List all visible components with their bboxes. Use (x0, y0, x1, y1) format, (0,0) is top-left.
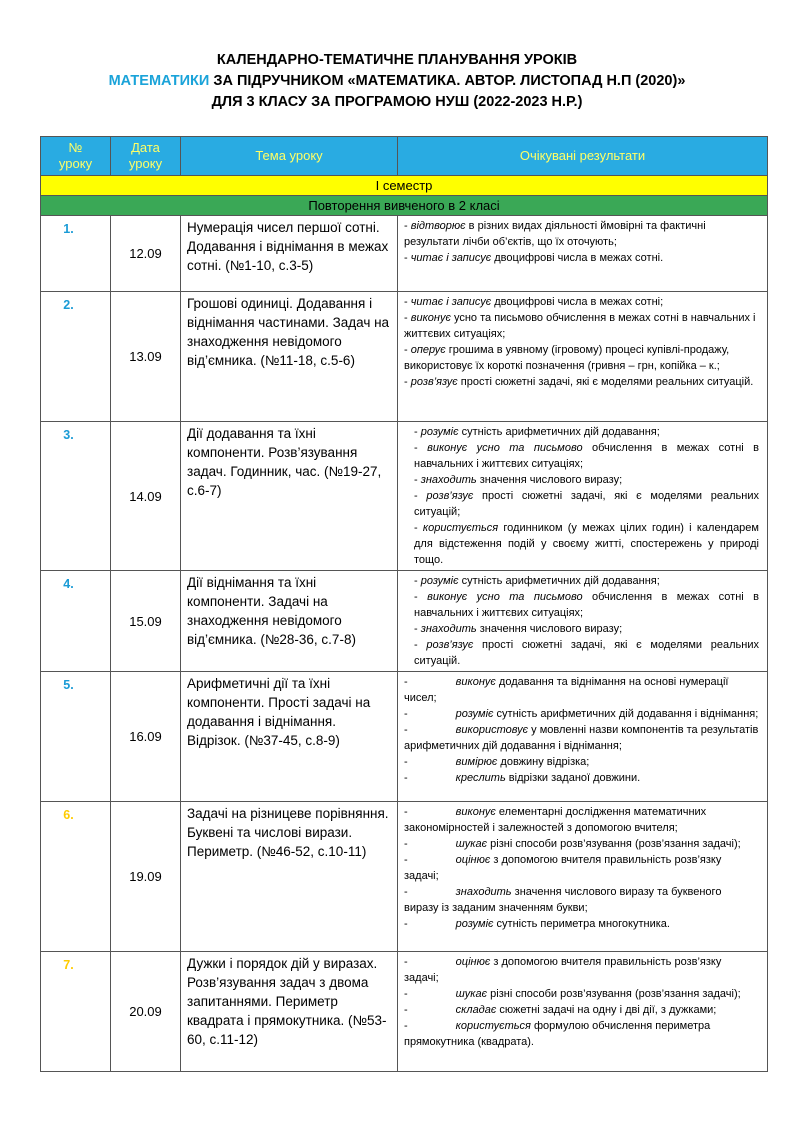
result-verb: використовує (455, 724, 529, 736)
result-verb: оцінює (455, 854, 491, 866)
result-item: - розв’язує прості сюжетні задачі, які є моделями реальних ситуацій. (404, 376, 754, 388)
result-verb: розв’язує (426, 639, 474, 651)
expected-results (398, 571, 768, 672)
semester-label: І семестр (41, 176, 768, 196)
result-verb: розуміє (455, 708, 494, 720)
result-verb: читає і записує (410, 252, 492, 264)
result-verb: виконує усно та письмово (427, 442, 583, 454)
result-item: - розуміє сутність периметра многокутника. (404, 918, 670, 930)
result-item: - виконує додавання та віднімання на основі нумерації чисел; (404, 676, 729, 704)
result-item: - складає сюжетні задачі на одну і дві дії, з дужками; (404, 1004, 717, 1016)
lesson-topic: Грошові одиниці. Додавання і віднімання частинами. Задач на знаходження невідомого від’ємника. (№11-18, с.5-6) (181, 292, 398, 422)
result-item: - оцінює з допомогою вчителя правильність розв’язку задачі; (404, 956, 722, 984)
lesson-date: 15.09 (111, 571, 181, 672)
lesson-date: 19.09 (111, 802, 181, 952)
result-verb: виконує (455, 676, 496, 688)
lesson-number: 6. (41, 802, 111, 952)
result-verb: знаходить (455, 886, 512, 898)
result-verb: оцінює (455, 956, 491, 968)
result-verb: виконує (455, 806, 496, 818)
lesson-date: 12.09 (111, 216, 181, 292)
result-item: - оперує грошима в уявному (ігровому) процесі купівлі-продажу, використовує їх короткі позначення (гривня – грн, копійка – к.; (404, 344, 730, 372)
semester-row (41, 176, 768, 196)
title-line-3: ДЛЯ 3 КЛАСУ ЗА ПРОГРАМОЮ НУШ (2022-2023 Н.Р.) (211, 94, 583, 110)
result-item: - користується формулою обчислення периметра прямокутника (квадрата). (404, 1020, 711, 1048)
result-item: - відтворює в різних видах діяльності ймовірні та фактичні результати лічби об’єктів, що їх оточують; (404, 220, 706, 248)
result-item: - розуміє сутність арифметичних дій додавання і віднімання; (404, 708, 759, 720)
result-verb: креслить (455, 772, 506, 784)
header-expected-results: Очікувані результати (398, 137, 768, 176)
result-verb: шукає (455, 838, 488, 850)
lesson-number: 4. (41, 571, 111, 672)
result-verb: складає (455, 1004, 497, 1016)
lesson-topic: Дії додавання та їхні компоненти. Розв’язування задач. Годинник, час. (№19-27, с.6-7) (181, 422, 398, 571)
result-verb: знаходить (420, 623, 477, 635)
result-verb: вимірює (455, 756, 498, 768)
table-row (41, 292, 768, 422)
result-item: - шукає різні способи розв’язування (розв’язання задачі); (404, 838, 741, 850)
result-verb: відтворює (410, 220, 466, 232)
table-row (41, 571, 768, 672)
title-line-1: КАЛЕНДАРНО-ТЕМАТИЧНЕ ПЛАНУВАННЯ УРОКІВ (216, 52, 578, 68)
expected-results (398, 802, 768, 952)
lesson-number: 7. (41, 952, 111, 1072)
expected-results (398, 672, 768, 802)
result-item: - читає і записує двоцифрові числа в межах сотні; (404, 296, 664, 308)
lesson-date: 16.09 (111, 672, 181, 802)
table-row (41, 672, 768, 802)
header-lesson-topic: Тема уроку (181, 137, 398, 176)
lesson-number: 5. (41, 672, 111, 802)
result-item: - розуміє сутність арифметичних дій додавання; (414, 575, 660, 587)
lesson-date: 13.09 (111, 292, 181, 422)
result-item: - креслить відрізки заданої довжини. (404, 772, 641, 784)
result-item: - розв’язує прості сюжетні задачі, які є моделями реальних ситуацій; (414, 490, 759, 518)
result-item: - оцінює з допомогою вчителя правильність розв’язку задачі; (404, 854, 722, 882)
header-lesson-number: № уроку (41, 137, 111, 176)
result-verb: читає і записує (410, 296, 492, 308)
lesson-number: 3. (41, 422, 111, 571)
result-verb: розв’язує (410, 376, 458, 388)
title-textbook: ЗА ПІДРУЧНИКОМ «МАТЕМАТИКА. АВТОР. ЛИСТОПАД Н.П (2020)» (209, 73, 686, 89)
lesson-topic: Арифметичні дії та їхні компоненти. Прості задачі на додавання і віднімання. Відрізок. (№37-45, с.8-9) (181, 672, 398, 802)
title-line-2 (0, 71, 794, 92)
result-verb: розв’язує (426, 490, 474, 502)
section-label: Повторення вивченого в 2 класі (41, 196, 768, 216)
table-row (41, 802, 768, 952)
lesson-topic: Нумерація чисел першої сотні. Додавання і віднімання в межах сотні. (№1-10, с.3-5) (181, 216, 398, 292)
result-item: - виконує усно та письмово обчислення в межах сотні в навчальних і життєвих ситуаціях; (414, 591, 759, 619)
result-item: - вимірює довжину відрізка; (404, 756, 590, 768)
table-row (41, 952, 768, 1072)
lesson-date: 20.09 (111, 952, 181, 1072)
lesson-topic: Дужки і порядок дій у виразах. Розв’язування задач з двома запитаннями. Периметр квадрата і прямокутника. (№53-60, с.11-12) (181, 952, 398, 1072)
expected-results (398, 422, 768, 571)
result-verb: оперує (410, 344, 446, 356)
result-item: - знаходить значення числового виразу та буквеного виразу із заданим значенням букви; (404, 886, 722, 914)
lesson-topic: Задачі на різницеве порівняння. Буквені та числові вирази. Периметр. (№46-52, с.10-11) (181, 802, 398, 952)
result-item: - використовує у мовленні назви компонентів та результатів арифметичних дій додавання і віднімання; (404, 724, 759, 752)
expected-results (398, 952, 768, 1072)
title-subject: МАТЕМАТИКИ (108, 73, 210, 89)
lesson-plan-table (40, 136, 768, 1072)
table-header-row (41, 137, 768, 176)
lesson-number: 1. (41, 216, 111, 292)
expected-results (398, 292, 768, 422)
result-item: - розуміє сутність арифметичних дій додавання; (414, 426, 660, 438)
lesson-date: 14.09 (111, 422, 181, 571)
result-item: - шукає різні способи розв’язування (розв’язання задачі); (404, 988, 741, 1000)
result-verb: розуміє (420, 426, 459, 438)
table-row (41, 216, 768, 292)
section-row (41, 196, 768, 216)
result-verb: користується (422, 522, 499, 534)
result-item: - знаходить значення числового виразу; (414, 474, 623, 486)
result-item: - знаходить значення числового виразу; (414, 623, 623, 635)
header-lesson-date: Дата уроку (111, 137, 181, 176)
result-verb: виконує (410, 312, 451, 324)
result-verb: знаходить (420, 474, 477, 486)
result-item: - розв’язує прості сюжетні задачі, які є моделями реальних ситуацій. (414, 639, 759, 667)
result-verb: розуміє (420, 575, 459, 587)
result-item: - користується годинником (у межах цілих годин) і календарем для відстеження подій у своєму житті, спостережень у природі тощо. (414, 522, 759, 566)
result-verb: шукає (455, 988, 488, 1000)
result-item: - виконує елементарні дослідження математичних закономірностей і залежностей з допомогою вчителя; (404, 806, 707, 834)
result-item: - виконує усно та письмово обчислення в межах сотні в навчальних і життєвих ситуаціях; (404, 312, 756, 340)
result-item: - виконує усно та письмово обчислення в межах сотні в навчальних і життєвих ситуаціях; (414, 442, 759, 470)
result-verb: користується (455, 1020, 531, 1032)
lesson-topic: Дії віднімання та їхні компоненти. Задачі на знаходження невідомого від’ємника. (№28-36, с.7-8) (181, 571, 398, 672)
result-item: - читає і записує двоцифрові числа в межах сотні. (404, 252, 664, 264)
document-title (0, 50, 794, 113)
lesson-number: 2. (41, 292, 111, 422)
result-verb: виконує усно та письмово (427, 591, 583, 603)
expected-results (398, 216, 768, 292)
table-row (41, 422, 768, 571)
result-verb: розуміє (455, 918, 494, 930)
